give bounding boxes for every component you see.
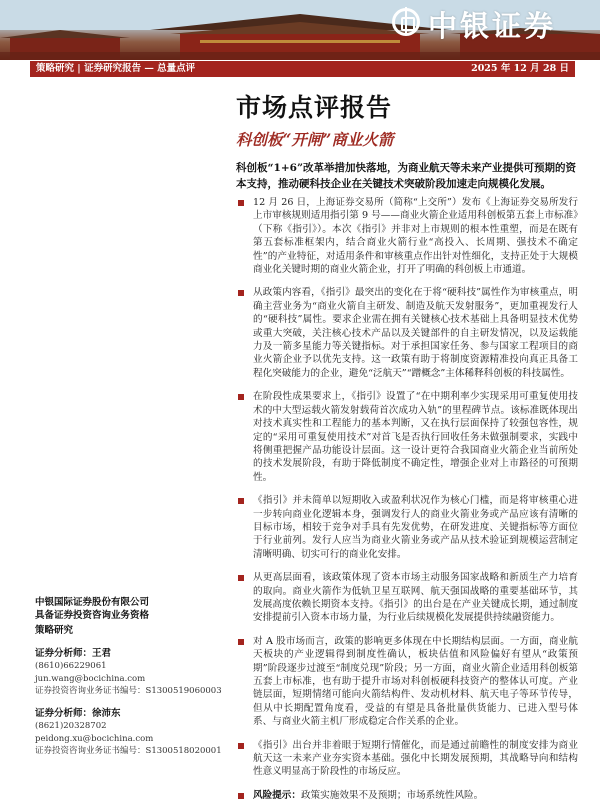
bullet-icon — [238, 793, 244, 799]
page-title: 市场点评报告 — [236, 93, 393, 122]
body-paragraph — [236, 286, 578, 380]
paragraph-text: 从更高层面看，该政策体现了资本市场主动服务国家战略和新质生产力培育的取向。商业火箭作为低轨卫星互联网、航天强国战略的重要基础环节，其发展高度依赖长期资本支持。《指引》的出台是在产业关键成长期，通过制度安排提前引入资本市场力量，为行业后续规模化发展提供持续融资能力。 — [253, 572, 578, 624]
bullet-icon — [238, 200, 244, 206]
company-name: 中银国际证券股份有限公司 — [35, 597, 150, 608]
analyst-email[interactable]: peidong.xu@bocichina.com — [35, 733, 154, 744]
analyst-phone: (8621)20328702 — [35, 721, 107, 731]
paragraph-text: 《指引》并未简单以短期收入或盈利状况作为核心门槛，而是将审核重心进一步转向商业化逻辑本身，强调发行人的商业火箭业务或产品应该有清晰的目标市场，相较于竞争对手具有先发优势，在研发进度、关键指标等方面位于行业前列。发行人应当为商业火箭业务或产品从技术验证到规模运营制定清晰明确、切实可行的商业化安排。 — [253, 495, 578, 560]
risk-text: 政策实施效果不及预期；市场系统性风险。 — [300, 789, 484, 801]
report-body — [236, 196, 578, 812]
page-subtitle: 科创板“开闸”商业火箭 — [236, 130, 394, 149]
analyst-cert: 证券投资咨询业务证书编号：S1300518020001 — [35, 746, 222, 756]
bullet-icon — [238, 394, 244, 400]
body-paragraph — [236, 635, 578, 729]
analyst-name: 徐沛东 — [92, 707, 121, 719]
company-qualification: 具备证券投资咨询业务资格 — [35, 610, 150, 621]
sidebar — [35, 596, 225, 758]
department: 策略研究 — [35, 625, 74, 636]
body-paragraph — [236, 571, 578, 625]
analyst-label: 证券分析师： — [35, 707, 93, 719]
boc-logo-icon — [392, 8, 420, 36]
body-paragraph — [236, 494, 578, 561]
bullet-icon — [238, 290, 244, 296]
bullet-icon — [238, 743, 244, 749]
breadcrumb: 策略研究 | 证券研究报告 — 总量点评 — [36, 63, 196, 74]
body-paragraph — [236, 739, 578, 779]
bullet-icon — [238, 639, 244, 645]
paragraph-text: 《指引》出台并非着眼于短期行情催化，而是通过前瞻性的制度安排为商业航天这一未来产业夯实资本基础。强化中长期发展预期，其战略导向和结构性意义明显高于阶段性的市场反应。 — [253, 739, 578, 778]
analyst-email[interactable]: jun.wang@bocichina.com — [35, 673, 146, 684]
report-summary: 科创板“1+6”改革举措加快落地，为商业航天等未来产业提供可预期的资本支持，推动硬科技企业在关键技术突破阶段加速走向规模化发展。 — [236, 162, 576, 190]
brand-name: 中银证券 — [428, 9, 557, 43]
paragraph-text: 对 A 股市场而言，政策的影响更多体现在中长期结构层面。一方面，商业航天板块的产业逻辑得到制度性确认，板块估值和风险偏好有望从“政策预期”阶段逐步过渡至“制度兑现”阶段；另一方面，商业火箭企业适用科创板第五套上市标准，也有助于提升市场对科创板硬科技资产的整体认可度。产业链层面，短期情绪可能向火箭结构件、发动机材料、航天电子等环节传导，但从中长期配置角度看，受益的有望是具备批量供货能力、已进入型号体系、与商业火箭主机厂形成稳定合作关系的企业。 — [253, 635, 578, 728]
analyst-cert: 证券投资咨询业务证书编号：S1300519060003 — [35, 686, 222, 696]
bullet-icon — [238, 575, 244, 581]
body-paragraph — [236, 390, 578, 484]
report-header-strip — [30, 61, 575, 77]
header-banner — [0, 0, 600, 60]
paragraph-text: 从政策内容看，《指引》最突出的变化在于将“硬科技”属性作为审核重点，明确主营业务为“商业火箭自主研发、制造及航天发射服务”，更加重视发行人的“硬科技”属性。要求企业需在拥有关键核心技术基础上具备明显技术优势或重大突破，关注核心技术产品以及关键部件的自主研发情况，以及运载能力及一箭多星能力等关键指标。对于承担国家任务、参与国家工程项目的商业火箭企业予以优先支持。这一政策有助于将制度资源精准投向真正具备工程化突破能力的企业，避免“泛航天”“蹭概念”主体稀释科创板的科技属性。 — [253, 287, 578, 379]
bullet-icon — [238, 498, 244, 504]
analyst-heading — [35, 648, 225, 661]
analyst-phone: (8610)66229061 — [35, 661, 107, 671]
analyst-name: 王君 — [92, 647, 112, 659]
body-paragraph — [236, 196, 578, 276]
risk-label: 风险提示： — [253, 789, 301, 801]
report-date: 2025 年 12 月 28 日 — [471, 63, 569, 74]
analyst-heading — [35, 708, 225, 721]
paragraph-text: 在阶段性成果要求上，《指引》设置了“在中期利率少实现采用可重复使用技术的中大型运载火箭发射载荷首次成功入轨”的里程碑节点。该标准既体现出对技术真实性和工程能力的基本判断，又在执行层面保持了较强包容性，规定的“采用可重复使用技术”对首飞是否执行回收任务未做强制要求，实践中将侧重把握产品功能设计层面。这一设计更符合我国商业火箭企业当前所处的技术发展阶段，有助于降低制度不确定性，增强企业对上市路径的可预期性。 — [253, 391, 578, 483]
analyst-label: 证券分析师： — [35, 647, 93, 659]
paragraph-text: 12 月 26 日，上海证券交易所（简称“上交所”）发布《上海证券交易所发行上市审核规则适用指引第 9 号——商业火箭企业适用科创板第五套上市标准》（下称《指引》）。本次《指引》并非对上市规则的根本性重塑，而是在既有第五套标准框架内，结合商业火箭行业“高投入、长周期、强技术不确定性”的产业特征，对适用条件和审核重点作出针对性细化，支持正处于大规模商业化关键时期的商业火箭企业，打开了明确的科创板上市通道。 — [253, 197, 578, 276]
risk-warning — [236, 789, 578, 802]
